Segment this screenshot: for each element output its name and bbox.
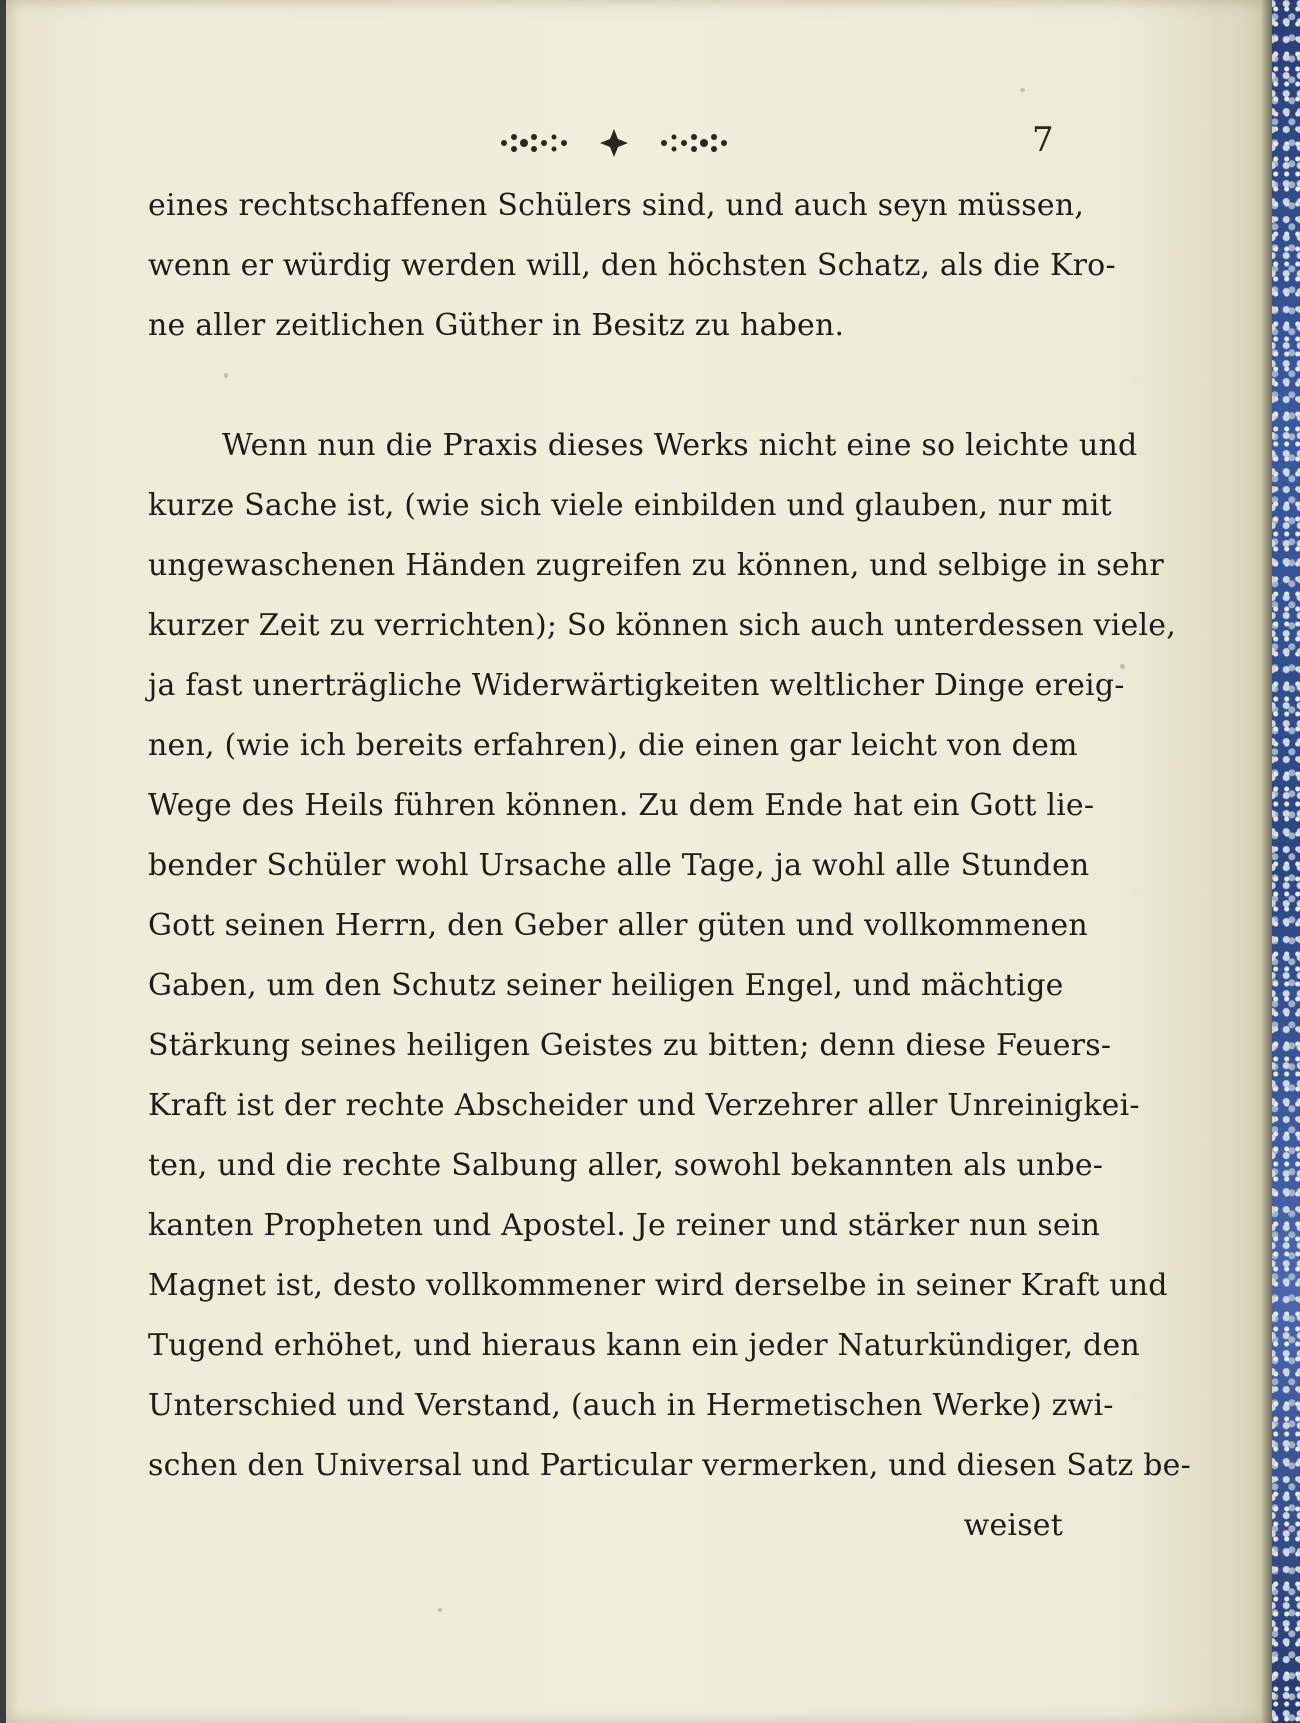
text-line: Kraft ist der rechte Abscheider und Verzehrer aller Unreinigkei- [148, 1088, 1140, 1123]
paper-speck [1120, 664, 1125, 669]
text-line: Wege des Heils führen können. Zu dem Ende hat ein Gott lie- [148, 788, 1095, 823]
text-line: bender Schüler wohl Ursache alle Tage, ja wohl alle Stunden [148, 848, 1090, 883]
text-line: Gott seinen Herrn, den Geber aller güten und vollkommenen [148, 908, 1088, 943]
ornament-left [501, 134, 567, 152]
text-line: ten, und die rechte Salbung aller, sowohl bekannten als unbe- [148, 1148, 1104, 1183]
text-line: ungewaschenen Händen zugreifen zu können, und selbige in sehr [148, 548, 1164, 583]
marbled-cover-edge [1268, 0, 1300, 1723]
text-line: kurze Sache ist, (wie sich viele einbilden und glauben, nur mit [148, 488, 1112, 523]
ornament-center [600, 129, 628, 157]
ornament-right [661, 134, 727, 152]
paper-speck [1020, 88, 1025, 92]
text-line: eines rechtschaffenen Schülers sind, und auch seyn müssen, [148, 188, 1085, 223]
text-line: Unterschied und Verstand, (auch in Hermetischen Werke) zwi- [148, 1388, 1114, 1423]
text-line: kurzer Zeit zu verrichten); So können sich auch unterdessen viele, [148, 608, 1176, 643]
text-line: Gaben, um den Schutz seiner heiligen Engel, und mächtige [148, 968, 1064, 1003]
text-line: Wenn nun die Praxis dieses Werks nicht eine so leichte und [222, 428, 1138, 463]
catchword: weiset [963, 1508, 1063, 1543]
book-page [6, 0, 1272, 1723]
text-line: kanten Propheten und Apostel. Je reiner und stärker nun sein [148, 1208, 1101, 1243]
text-line: nen, (wie ich bereits erfahren), die einen gar leicht von dem [148, 728, 1078, 763]
text-line: Stärkung seines heiligen Geistes zu bitten; denn diese Feuers- [148, 1028, 1112, 1063]
page-edge-shadow [1262, 0, 1272, 1723]
text-line: Magnet ist, desto vollkommener wird derselbe in seiner Kraft und [148, 1268, 1168, 1303]
headpiece-ornament [494, 125, 734, 161]
text-line: Tugend erhöhet, und hieraus kann ein jeder Naturkündiger, den [148, 1328, 1140, 1363]
paragraph-gap [148, 356, 1063, 416]
text-line: schen den Universal und Particular vermerken, und diesen Satz be- [148, 1448, 1191, 1483]
page-number: 7 [1032, 120, 1054, 160]
text-line: ja fast unerträgliche Widerwärtigkeiten weltlicher Dinge ereig- [148, 668, 1125, 703]
paper-speck [224, 373, 228, 378]
text-line: ne aller zeitlichen Güther in Besitz zu haben. [148, 308, 845, 343]
body-text [148, 176, 1191, 1556]
text-line: wenn er würdig werden will, den höchsten Schatz, als die Kro- [148, 248, 1116, 283]
paper-speck [438, 1608, 442, 1612]
